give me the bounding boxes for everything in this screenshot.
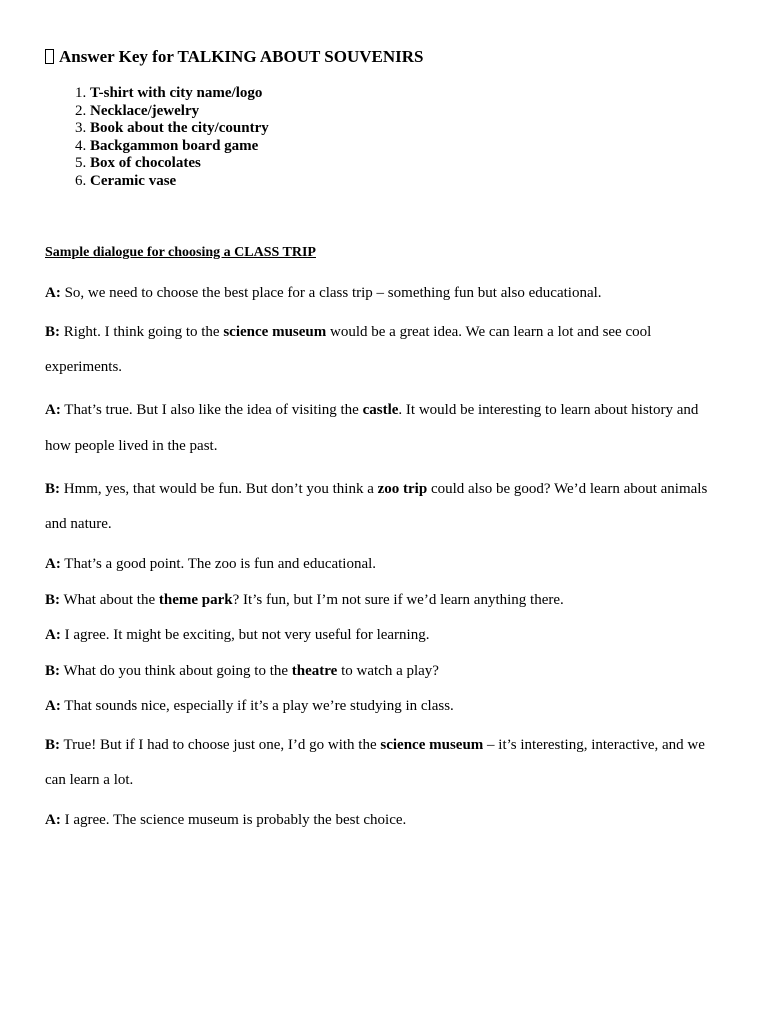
dialogue-text: to watch a play? bbox=[337, 662, 439, 679]
speaker-label: B: bbox=[45, 591, 60, 608]
dialogue-keyword: castle bbox=[362, 402, 399, 418]
dialogue-line bbox=[45, 692, 725, 720]
speaker-label: A: bbox=[45, 812, 61, 828]
dialogue-text: So, we need to choose the best place for a class trip – something fun but also educational. bbox=[60, 285, 602, 301]
dialogue-text: What about the bbox=[60, 591, 159, 608]
dialogue-keyword: theme park bbox=[158, 591, 233, 608]
list-item: 5. Box of chocolates bbox=[90, 155, 269, 173]
dialogue-line bbox=[45, 315, 725, 386]
dialogue-text: Hmm, yes, that would be fun. But don’t you think a bbox=[60, 480, 378, 497]
dialogue-line bbox=[45, 586, 725, 614]
dialogue-text: True! But if I had to choose just one, I’d go with the bbox=[60, 736, 381, 753]
dialogue-keyword: science museum bbox=[380, 736, 484, 753]
missing-glyph-icon bbox=[45, 49, 54, 64]
dialogue-keyword: science museum bbox=[223, 323, 327, 340]
answer-list bbox=[45, 85, 269, 191]
dialogue-text: I agree. It might be exciting, but not very useful for learning. bbox=[60, 627, 430, 643]
dialogue-line bbox=[45, 472, 725, 543]
speaker-label: B: bbox=[45, 480, 60, 497]
dialogue-subheading: Sample dialogue for choosing a CLASS TRIP bbox=[45, 245, 316, 260]
dialogue-text: – it’s interesting, interactive, and we can learn a lot. bbox=[45, 736, 705, 788]
speaker-label: A: bbox=[45, 285, 61, 301]
list-item: 2. Necklace/jewelry bbox=[90, 103, 269, 121]
dialogue-text: would be a great idea. We can learn a lot and see cool experiments. bbox=[45, 323, 652, 375]
list-item: 3. Book about the city/country bbox=[90, 120, 269, 138]
list-item: 1. T-shirt with city name/logo bbox=[90, 85, 269, 103]
dialogue-text: That sounds nice, especially if it’s a play we’re studying in class. bbox=[60, 698, 454, 714]
dialogue-text: What do you think about going to the bbox=[60, 662, 292, 679]
speaker-label: B: bbox=[45, 736, 60, 753]
list-item: 6. Ceramic vase bbox=[90, 173, 269, 191]
dialogue-text: . It would be interesting to learn about history and how people lived in the past. bbox=[45, 402, 699, 454]
dialogue-line bbox=[45, 657, 725, 685]
dialogue-keyword: theatre bbox=[291, 662, 338, 679]
page-title bbox=[45, 46, 423, 68]
dialogue-text: ? It’s fun, but I’m not sure if we’d learn anything there. bbox=[232, 591, 564, 608]
dialogue-line bbox=[45, 728, 725, 799]
dialogue-line bbox=[45, 621, 725, 649]
dialogue-line bbox=[45, 393, 725, 464]
dialogue-text: That’s true. But I also like the idea of visiting the bbox=[60, 402, 363, 418]
dialogue-text: could also be good? We’d learn about animals and nature. bbox=[45, 480, 708, 532]
dialogue-line bbox=[45, 806, 725, 834]
speaker-label: A: bbox=[45, 402, 61, 418]
list-item: 4. Backgammon board game bbox=[90, 138, 269, 156]
speaker-label: A: bbox=[45, 627, 61, 643]
dialogue-text: Right. I think going to the bbox=[60, 323, 224, 340]
dialogue-text: That’s a good point. The zoo is fun and educational. bbox=[60, 556, 377, 572]
dialogue-line bbox=[45, 550, 725, 578]
page-title-text: Answer Key for TALKING ABOUT SOUVENIRS bbox=[59, 47, 424, 66]
speaker-label: A: bbox=[45, 698, 61, 714]
speaker-label: B: bbox=[45, 323, 60, 340]
dialogue bbox=[45, 279, 725, 842]
speaker-label: A: bbox=[45, 556, 61, 572]
dialogue-line bbox=[45, 279, 725, 307]
speaker-label: B: bbox=[45, 662, 60, 679]
dialogue-keyword: zoo trip bbox=[377, 480, 428, 497]
dialogue-text: I agree. The science museum is probably the best choice. bbox=[60, 812, 407, 828]
